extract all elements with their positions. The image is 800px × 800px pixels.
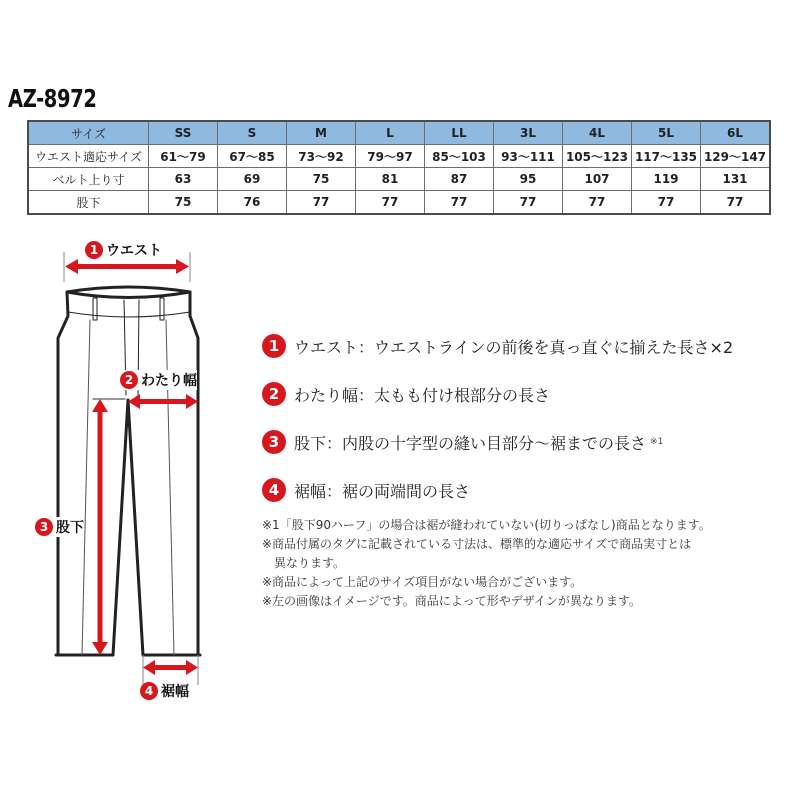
diagram-label-text: 股下 xyxy=(56,520,84,536)
table-cell: 119 xyxy=(632,168,701,191)
diagram-label-text: ウエスト xyxy=(106,243,162,259)
table-cell: 69 xyxy=(218,168,287,191)
table-row-inseam xyxy=(28,191,770,215)
inseam-arrow-icon xyxy=(92,399,108,655)
table-row-belt xyxy=(28,168,770,191)
row-label: 股下 xyxy=(28,191,149,215)
size-header-row xyxy=(28,121,770,145)
table-cell: 93〜111 xyxy=(494,145,563,168)
legend-term: わたり幅 xyxy=(294,385,359,405)
table-cell: 76 xyxy=(218,191,287,215)
size-col-4l: 4L xyxy=(563,121,632,145)
number-badge-icon: 3 xyxy=(35,518,53,536)
number-badge-icon: 2 xyxy=(120,371,138,389)
size-col-5l: 5L xyxy=(632,121,701,145)
note-line: 異なります。 xyxy=(274,556,346,570)
row-label: ウエスト適応サイズ xyxy=(28,145,149,168)
table-cell: 77 xyxy=(287,191,356,215)
size-col-l: L xyxy=(356,121,425,145)
table-cell: 87 xyxy=(425,168,494,191)
number-badge-icon: 1 xyxy=(85,241,103,259)
diagram-label-inseam xyxy=(35,517,84,537)
table-cell: 77 xyxy=(563,191,632,215)
table-cell: 77 xyxy=(494,191,563,215)
legend-desc: ：ウエストラインの前後を真っ直ぐに揃えた長さ×2 xyxy=(358,337,734,357)
table-cell: 117〜135 xyxy=(632,145,701,168)
number-badge-icon: 4 xyxy=(140,682,158,700)
table-cell: 79〜97 xyxy=(356,145,425,168)
table-cell: 73〜92 xyxy=(287,145,356,168)
note-line: ※商品によって上記のサイズ項目がない場合がございます。 xyxy=(262,575,583,589)
note-line: ※左の画像はイメージです。商品によって形やデザインが異なります。 xyxy=(262,594,641,608)
table-cell: 95 xyxy=(494,168,563,191)
note-line: ※1「股下90ハーフ」の場合は裾が縫われていない(切りっぱなし)商品となります。 xyxy=(262,518,711,532)
legend-item-waist xyxy=(262,333,733,359)
size-table xyxy=(27,120,771,215)
number-badge-icon: 4 xyxy=(262,478,286,502)
number-badge-icon: 1 xyxy=(262,334,286,358)
diagram-label-hem xyxy=(140,681,189,701)
size-col-ss: SS xyxy=(149,121,218,145)
number-badge-icon: 2 xyxy=(262,382,286,406)
table-cell: 67〜85 xyxy=(218,145,287,168)
table-cell: 77 xyxy=(356,191,425,215)
pants-diagram xyxy=(0,230,260,710)
hem-arrow-icon xyxy=(143,660,198,675)
table-cell: 61〜79 xyxy=(149,145,218,168)
legend-term: ウエスト xyxy=(294,337,359,357)
table-cell: 85〜103 xyxy=(425,145,494,168)
table-cell: 105〜123 xyxy=(563,145,632,168)
size-col-3l: 3L xyxy=(494,121,563,145)
legend-item-thigh xyxy=(262,381,733,407)
number-badge-icon: 3 xyxy=(262,430,286,454)
legend-item-inseam xyxy=(262,429,733,455)
table-cell: 63 xyxy=(149,168,218,191)
table-cell: 77 xyxy=(701,191,771,215)
legend-note: ※1 xyxy=(650,437,664,447)
table-cell: 107 xyxy=(563,168,632,191)
size-col-ll: LL xyxy=(425,121,494,145)
table-cell: 77 xyxy=(632,191,701,215)
legend-desc: ：裾の両端間の長さ xyxy=(326,481,471,501)
table-row-waist xyxy=(28,145,770,168)
size-col-6l: 6L xyxy=(701,121,771,145)
size-header-label: サイズ xyxy=(28,121,149,145)
table-cell: 129〜147 xyxy=(701,145,771,168)
note-line: ※商品付属のタグに記載されている寸法は、標準的な適応サイズで商品実寸とは xyxy=(262,537,692,551)
table-cell: 75 xyxy=(149,191,218,215)
diagram-label-text: 裾幅 xyxy=(161,684,189,700)
notes xyxy=(262,516,711,611)
diagram-label-waist xyxy=(85,240,162,260)
diagram-label-text: わたり幅 xyxy=(141,373,197,389)
size-col-s: S xyxy=(218,121,287,145)
measurement-legend xyxy=(262,333,733,525)
diagram-label-thigh xyxy=(120,370,197,390)
legend-desc: ：太もも付け根部分の長さ xyxy=(358,385,551,405)
legend-desc: ：内股の十字型の縫い目部分〜裾までの長さ xyxy=(326,433,647,453)
legend-item-hem xyxy=(262,477,733,503)
legend-term: 股下 xyxy=(294,433,327,453)
table-cell: 81 xyxy=(356,168,425,191)
size-col-m: M xyxy=(287,121,356,145)
table-cell: 75 xyxy=(287,168,356,191)
table-cell: 77 xyxy=(425,191,494,215)
model-number: AZ-8972 xyxy=(8,84,97,113)
waist-arrow-icon xyxy=(65,259,189,274)
legend-term: 裾幅 xyxy=(294,481,327,501)
row-label: ベルト上り寸 xyxy=(28,168,149,191)
thigh-arrow-icon xyxy=(128,394,198,409)
table-cell: 131 xyxy=(701,168,771,191)
